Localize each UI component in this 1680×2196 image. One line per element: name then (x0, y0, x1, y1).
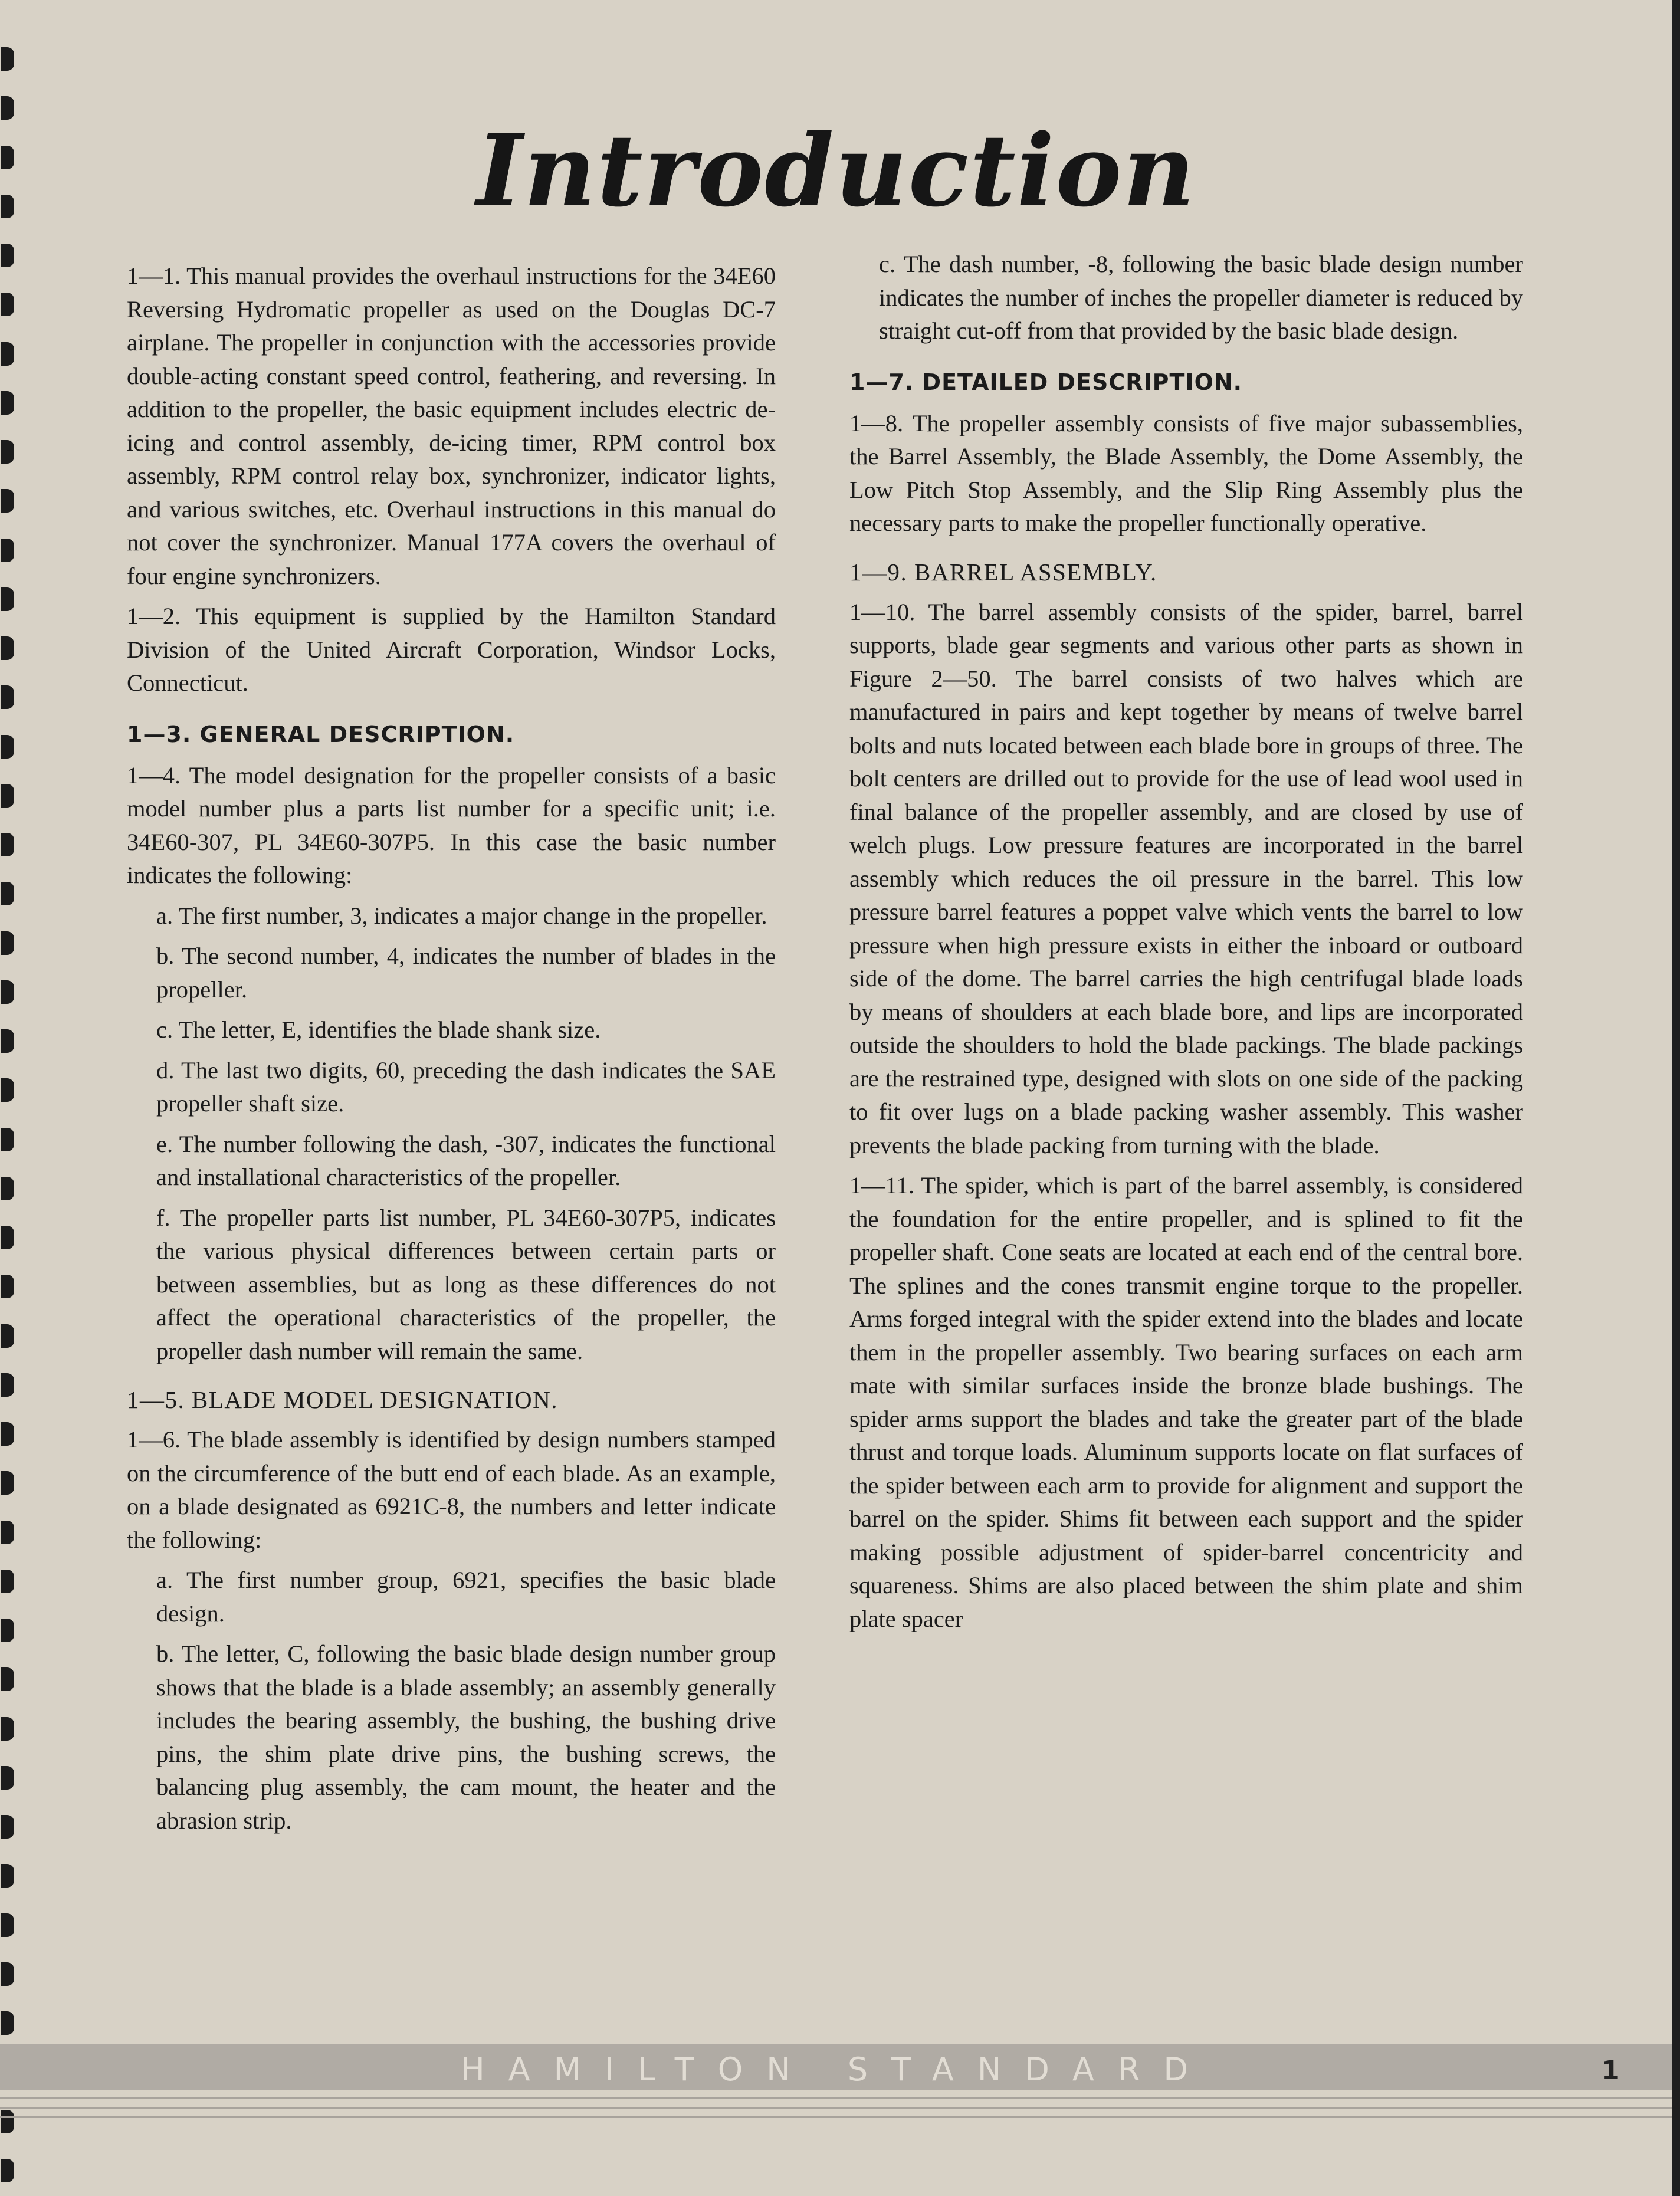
paragraph: 1—8. The propeller assembly consists of five major subassemblies, the Barrel Assembly, the Blade Assembly, the Dome Assembly, the Low Pitch Stop Assembly, and the Slip Ring Assembly plus the necessary parts to make the propeller functionally operative. (849, 409, 1523, 536)
list-item: a. The first number, 3, indicates a major change in the propeller. (156, 902, 767, 929)
binding-ring (1, 1766, 14, 1790)
subsection-heading: 1—9. BARREL ASSEMBLY. (849, 558, 1157, 586)
binding-ring (1, 440, 14, 464)
binding-ring (1, 539, 14, 562)
binding-ring (1, 636, 14, 660)
section-heading: 1—3. GENERAL DESCRIPTION. (127, 721, 515, 747)
binding-ring (1, 833, 14, 856)
binding-ring (1, 1619, 14, 1642)
binding-ring (1, 1570, 14, 1593)
list-item: a. The first number group, 6921, specifies the basic blade design. (156, 1567, 776, 1627)
binding-ring (1, 342, 14, 366)
binding-ring (1, 1913, 14, 1937)
list-item: b. The letter, C, following the basic blade design number group shows that the blade is a blade assembly; an assembly generally includes the bearing assembly, the bushing, the bushing drive pins, the shim plate drive pins, the bushing screws, the balancing plug assembly, the cam mount, the heater and the abrasion strip. (156, 1640, 776, 1834)
binding-ring (1, 882, 14, 905)
binding-ring (1, 391, 14, 415)
binding-ring (1, 1324, 14, 1348)
paragraph: 1—4. The model designation for the propeller consists of a basic model number plus a parts list number for a specific unit; i.e. 34E60-307, PL 34E60-307P5. In this case the basic number indicates the following: (127, 761, 776, 888)
binding-ring (1, 1177, 14, 1200)
paragraph: 1—10. The barrel assembly consists of the spider, barrel, barrel supports, blade gear segments and various other parts as shown in Figure 2—50. The barrel consists of two halves which are manufactured in pairs and kept together by means of twelve barrel bolts and nuts located between each blade bore in groups of three. The bolt centers are drilled out to provide for the use of lead wool used in final balance of the propeller assembly, and are closed by use of welch plugs. Low pressure features are incorporated in the barrel assembly which reduces the oil pressure in the barrel. This low pressure barrel features a poppet valve which vents the barrel to low pressure when high pressure exists in either the inboard or outboard side of the dome. The barrel carries the high centrifugal blade loads by means of shoulders at each blade bore, and lips are incorporated outside the shoulders to hold the blade packings. The blade packings are the restrained type, designed with slots on one side of the packing to fit over lugs on a blade packing washer assembly. This washer prevents the blade packing from turning with the blade. (849, 598, 1523, 1158)
binding-ring (1, 1864, 14, 1888)
footer-brand: HAMILTON STANDARD (461, 2051, 1212, 2088)
list-item: b. The second number, 4, indicates the number of blades in the propeller. (156, 943, 776, 1003)
binding-ring (1, 735, 14, 759)
binding-ring (1, 1717, 14, 1741)
binding-ring (1, 47, 14, 71)
footer-rule (0, 2107, 1672, 2109)
binding-ring (1, 1962, 14, 1986)
binding-ring (1, 2011, 14, 2035)
paragraph: 1—2. This equipment is supplied by the Hamilton Standard Division of the United Aircraft Corporation, Windsor Locks, Connecticut. (127, 603, 776, 696)
binding-ring (1, 489, 14, 513)
list-item: e. The number following the dash, -307, indicates the functional and installational characteristics of the propeller. (156, 1130, 776, 1190)
binding-ring (1, 1471, 14, 1495)
binding-ring (1, 980, 14, 1004)
subsection-heading: 1—5. BLADE MODEL DESIGNATION. (127, 1386, 558, 1413)
binding-ring (1, 293, 14, 316)
right-column (849, 248, 1523, 1643)
binding-ring (1, 1226, 14, 1249)
paragraph: 1—6. The blade assembly is identified by design numbers stamped on the circumference of the butt end of each blade. As an example, on a blade designated as 6921C-8, the numbers and letter indicate the following: (127, 1426, 776, 1553)
binding-ring (1, 1521, 14, 1544)
page-number: 1 (1602, 2056, 1620, 2086)
list-item: f. The propeller parts list number, PL 34E60-307P5, indicates the various physical differences between certain parts or between assemblies, but as long as these differences do not affect the operational characteristics of the propeller, the propeller dash number will remain the same. (156, 1204, 776, 1364)
left-column (127, 260, 776, 1844)
paragraph: 1—11. The spider, which is part of the barrel assembly, is considered the foundation for the entire propeller, and is splined to fit the propeller shaft. Cone seats are located at each end of the central bore. The splines and the cones transmit engine torque to the propeller. Arms forged integral with the spider extend into the blades and locate them in the propeller assembly. Two bearing surfaces on each arm mate with similar surfaces inside the bronze blade bushings. The spider arms support the blades and take the greater part of the blade thrust and torque loads. Aluminum supports locate on flat surfaces of the spider between each arm to provide for alignment and support the barrel on the spider. Shims fit between each support and the spider making possible adjustment of spider-barrel concentricity and squareness. Shims are also placed between the shim plate and shim plate spacer (849, 1172, 1523, 1632)
binding-ring (1, 2159, 14, 2182)
binding-ring (1, 1815, 14, 1839)
paragraph: 1—1. This manual provides the overhaul instructions for the 34E60 Reversing Hydromatic propeller as used on the Douglas DC-7 airplane. The propeller in conjunction with the accessories provide double-acting constant speed control, feathering, and reversing. In addition to the propeller, the basic equipment includes electric de-icing and control assembly, de-icing timer, RPM control box assembly, RPM control relay box, synchronizer, indicator lights, and various switches, etc. Overhaul instructions in this manual do not cover the synchronizer. Manual 177A covers the overhaul of four engine synchronizers. (127, 262, 776, 589)
page-title: Introduction (476, 112, 1196, 229)
binding-ring (1, 1275, 14, 1298)
binding-ring (1, 931, 14, 955)
footer-band (0, 2044, 1672, 2090)
binding-ring (1, 685, 14, 709)
binding-ring (1, 2110, 14, 2133)
footer-rule (0, 2097, 1672, 2099)
section-heading: 1—7. DETAILED DESCRIPTION. (849, 369, 1243, 395)
binding-ring (1, 784, 14, 808)
binding-ring (1, 1029, 14, 1053)
binding-ring (1, 1128, 14, 1151)
list-item: d. The last two digits, 60, preceding the dash indicates the SAE propeller shaft size. (156, 1056, 776, 1117)
binding-ring (1, 244, 14, 267)
binding-ring (1, 1422, 14, 1446)
binding-ring (1, 587, 14, 611)
binding-ring (1, 1373, 14, 1397)
binding-ring (1, 1667, 14, 1691)
binding-ring (1, 1078, 14, 1102)
list-item: c. The dash number, -8, following the basic blade design number indicates the number of inches the propeller diameter is reduced by straight cut-off from that provided by the basic blade design. (879, 251, 1523, 344)
list-item: c. The letter, E, identifies the blade shank size. (156, 1016, 601, 1043)
footer-rule (0, 2116, 1672, 2118)
spiral-binding (0, 47, 26, 2182)
